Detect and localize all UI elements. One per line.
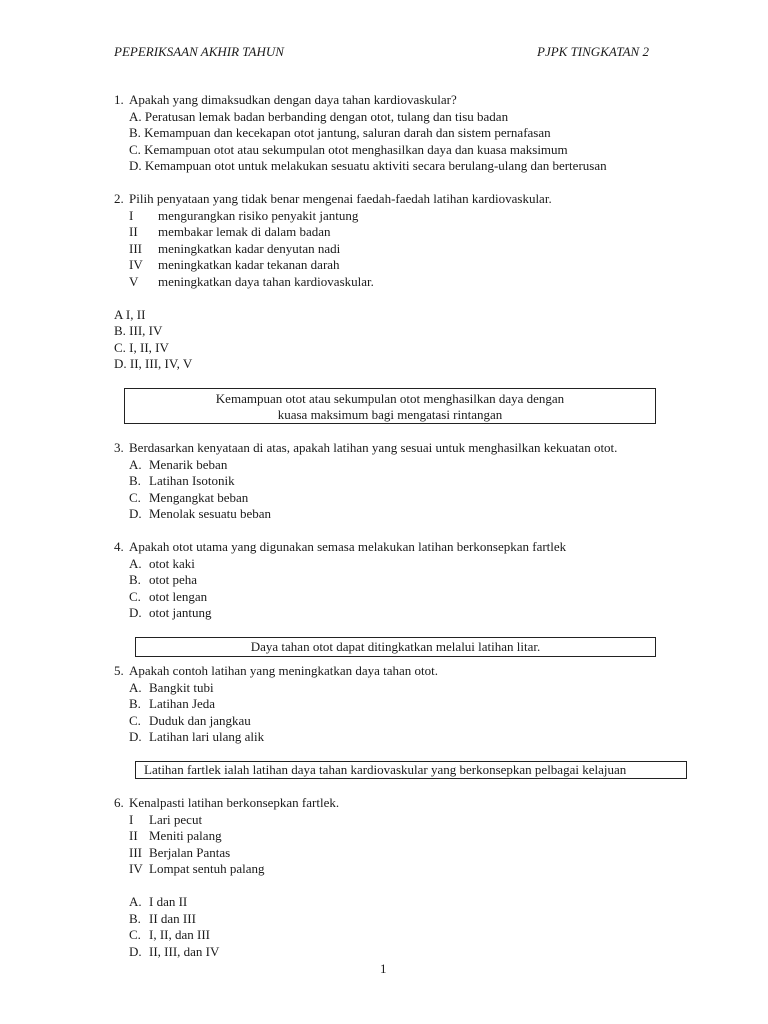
question-text: Kenalpasti latihan berkonsepkan fartlek. <box>129 795 340 810</box>
option-c <box>114 927 339 944</box>
option-text: II, III, dan IV <box>149 943 220 959</box>
statement-2 <box>114 224 552 241</box>
statement-numeral: IV <box>129 861 143 876</box>
option-c <box>114 490 617 507</box>
statement-box-muscle-strength <box>124 388 656 424</box>
option-text: Bangkit tubi <box>149 679 214 695</box>
option-label: D. <box>129 605 142 620</box>
question-number: 1. <box>114 92 124 107</box>
option-label: B. <box>129 910 141 926</box>
statement-numeral: II <box>129 224 138 239</box>
question-text: Apakah otot utama yang digunakan semasa melakukan latihan berkonsepkan fartlek <box>129 539 567 554</box>
statement-numeral: I <box>129 811 134 827</box>
option-d <box>114 944 339 961</box>
statement-text: Berjalan Pantas <box>149 844 231 860</box>
option-a <box>114 457 617 474</box>
option-b: B. Kemampuan dan kecekapan otot jantung, saluran darah dan sistem pernafasan <box>129 125 551 140</box>
statement-box-circuit-training <box>135 637 656 657</box>
option-c: C. Kemampuan otot atau sekumpulan otot menghasilkan daya dan kuasa maksimum <box>129 141 568 157</box>
option-label: A. <box>129 456 142 472</box>
option-label: B. <box>129 572 141 587</box>
question-text: Berdasarkan kenyataan di atas, apakah latihan yang sesuai untuk menghasilkan kekuatan otot. <box>129 440 618 455</box>
statement-numeral: III <box>129 844 142 860</box>
statement-text: meningkatkan kadar tekanan darah <box>158 257 340 272</box>
statement-1 <box>114 208 552 225</box>
statement-4 <box>114 257 552 274</box>
option-label: C. <box>129 588 141 604</box>
option-d: D. II, III, IV, V <box>114 356 193 371</box>
statement-text: mengurangkan risiko penyakit jantung <box>158 207 359 223</box>
box-text: Latihan fartlek ialah latihan daya tahan kardiovaskular yang berkonsepkan pelbagai kelajuan <box>144 762 627 777</box>
option-c: C. I, II, IV <box>114 339 169 355</box>
option-text: Mengangkat beban <box>149 489 249 505</box>
option-text: II dan III <box>149 910 196 926</box>
option-label: B. <box>129 696 141 711</box>
option-a <box>114 556 566 573</box>
option-b <box>114 911 339 928</box>
statement-1 <box>114 812 339 829</box>
option-text: otot lengan <box>149 588 208 604</box>
option-label: B. <box>129 473 141 488</box>
question-4 <box>114 539 566 622</box>
option-label: A. <box>129 555 142 571</box>
question-3 <box>114 440 617 523</box>
statement-numeral: III <box>129 240 142 256</box>
option-a <box>114 894 339 911</box>
option-label: A. <box>129 679 142 695</box>
option-a: A. Peratusan lemak badan berbanding dengan otot, tulang dan tisu badan <box>129 108 509 124</box>
option-a <box>114 680 438 697</box>
question-number: 5. <box>114 663 124 678</box>
option-text: Latihan Isotonik <box>149 473 235 488</box>
option-b: B. III, IV <box>114 323 163 338</box>
statement-text: Meniti palang <box>149 828 222 843</box>
box-text: Daya tahan otot dapat ditingkatkan melalui latihan litar. <box>250 639 541 654</box>
statement-numeral: IV <box>129 257 143 272</box>
statement-4 <box>114 861 339 878</box>
option-text: I, II, dan III <box>149 927 210 942</box>
option-text: Latihan Jeda <box>149 696 216 711</box>
question-6 <box>114 795 339 960</box>
question-number: 4. <box>114 539 124 554</box>
question-2 <box>114 191 552 373</box>
option-label: A. <box>129 894 142 909</box>
statement-2 <box>114 828 339 845</box>
box-line-2: kuasa maksimum bagi mengatasi rintangan <box>277 407 503 422</box>
statement-3 <box>114 845 339 862</box>
option-text: otot kaki <box>149 555 195 571</box>
option-b <box>114 696 438 713</box>
statement-text: meningkatkan daya tahan kardiovaskular. <box>158 273 374 289</box>
question-5 <box>114 663 438 746</box>
option-d <box>114 605 566 622</box>
option-d: D. Kemampuan otot untuk melakukan sesuatu aktiviti secara berulang-ulang dan berterusan <box>129 158 607 173</box>
statement-text: Lari pecut <box>149 811 203 827</box>
option-d <box>114 506 617 523</box>
statement-3 <box>114 241 552 258</box>
option-text: I dan II <box>149 894 188 909</box>
statement-numeral: II <box>129 828 138 843</box>
option-b <box>114 572 566 589</box>
option-label: D. <box>129 506 142 521</box>
statement-numeral: V <box>129 273 139 289</box>
question-number: 3. <box>114 440 124 455</box>
question-text: Pilih penyataan yang tidak benar mengenai faedah-faedah latihan kardiovaskular. <box>129 191 552 206</box>
option-c <box>114 713 438 730</box>
option-label: D. <box>129 943 142 959</box>
question-number: 2. <box>114 191 124 206</box>
question-1 <box>114 92 607 175</box>
option-label: D. <box>129 729 142 744</box>
question-text: Apakah yang dimaksudkan dengan daya tahan kardiovaskular? <box>129 92 457 107</box>
option-label: C. <box>129 712 141 728</box>
statement-5 <box>114 274 552 291</box>
question-number: 6. <box>114 795 124 810</box>
statement-numeral: I <box>129 207 134 223</box>
option-text: otot peha <box>149 572 198 587</box>
statement-text: Lompat sentuh palang <box>149 861 265 876</box>
option-text: Menolak sesuatu beban <box>149 506 272 521</box>
option-text: Latihan lari ulang alik <box>149 729 265 744</box>
question-text: Apakah contoh latihan yang meningkatkan daya tahan otot. <box>129 663 439 678</box>
option-b <box>114 473 617 490</box>
option-label: C. <box>129 927 141 942</box>
statement-box-fartlek <box>135 761 687 779</box>
option-text: Duduk dan jangkau <box>149 712 251 728</box>
statement-text: membakar lemak di dalam badan <box>158 224 331 239</box>
box-line-1: Kemampuan otot atau sekumpulan otot menghasilkan daya dengan <box>215 391 565 406</box>
option-text: Menarik beban <box>149 456 228 472</box>
header-subject: PJPK TINGKATAN 2 <box>537 44 649 59</box>
option-d <box>114 729 438 746</box>
header-exam-title: PEPERIKSAAN AKHIR TAHUN <box>114 44 284 59</box>
option-c <box>114 589 566 606</box>
statement-text: meningkatkan kadar denyutan nadi <box>158 240 341 256</box>
option-a: A I, II <box>114 306 146 322</box>
page-number: 1 <box>380 961 387 976</box>
option-text: otot jantung <box>149 605 212 620</box>
option-label: C. <box>129 489 141 505</box>
